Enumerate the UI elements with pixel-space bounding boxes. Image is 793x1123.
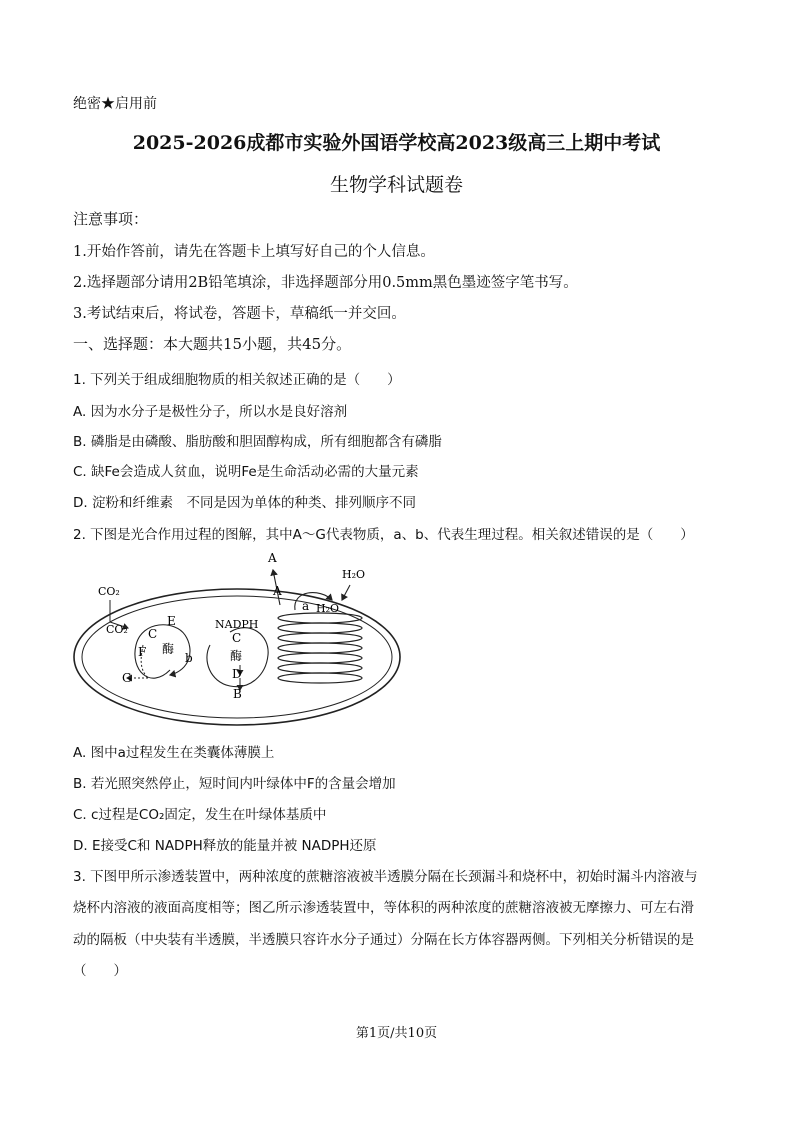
question-option: A. 图中a过程发生在类囊体薄膜上 xyxy=(73,745,275,761)
question-stem-cont: 动的隔板（中央装有半透膜，半透膜只容许水分子通过）分隔在长方体容器两侧。下列相关分析错误的是 xyxy=(73,932,694,948)
label-E: E xyxy=(167,614,176,628)
question-stem-cont: 烧杯内溶液的液面高度相等；图乙所示渗透装置中，等体积的两种浓度的蔗糖溶液被无摩擦力、可左右滑 xyxy=(73,900,694,916)
label-C-left: C xyxy=(148,627,158,641)
label-CO2-out: CO₂ xyxy=(98,585,120,598)
label-C-mid: C xyxy=(232,631,242,645)
label-A-top: A xyxy=(268,551,277,565)
label-CO2-in: CO₂ xyxy=(106,623,128,636)
question-option: D. 淀粉和纤维素 不同是因为单体的种类、排列顺序不同 xyxy=(73,495,416,511)
note-item: 3.考试结束后，将试卷，答题卡，草稿纸一并交回。 xyxy=(73,306,406,322)
question-stem: 3. 下图甲所示渗透装置中，两种浓度的蔗糖溶液被半透膜分隔在长颈漏斗和烧杯中，初始时漏斗内溶液与 xyxy=(73,869,698,885)
label-G: G xyxy=(122,671,132,685)
label-H2O-in: H₂O xyxy=(316,602,340,615)
note-item: 1.开始作答前，请先在答题卡上填写好自己的个人信息。 xyxy=(73,244,435,260)
question-stem: 1. 下列关于组成细胞物质的相关叙述正确的是（ ） xyxy=(73,372,401,388)
notes-heading: 注意事项： xyxy=(73,210,149,228)
note-item: 2.选择题部分请用2B铅笔填涂，非选择题部分用0.5mm黑色墨迹签字笔书写。 xyxy=(73,275,578,291)
label-enzyme-left: 酶 xyxy=(162,642,175,656)
label-D: D xyxy=(232,667,242,681)
label-H2O-top: H₂O xyxy=(342,568,366,581)
question-stem: 2. 下图是光合作用过程的图解，其中A～G代表物质，a、b、代表生理过程。相关叙述错误的是（ ） xyxy=(73,527,694,543)
label-b: b xyxy=(185,651,193,665)
question-option: B. 若光照突然停止，短时间内叶绿体中F的含量会增加 xyxy=(73,776,396,792)
question-option: C. c过程是CO₂固定，发生在叶绿体基质中 xyxy=(73,807,327,823)
question-option: B. 磷脂是由磷酸、脂肪酸和胆固醇构成，所有细胞都含有磷脂 xyxy=(73,434,442,450)
photosynthesis-diagram xyxy=(70,550,405,730)
question-stem-cont: （ ） xyxy=(73,963,127,979)
question-option: D. E接受C和 NADPH释放的能量并被 NADPH还原 xyxy=(73,838,377,854)
label-a: a xyxy=(302,599,310,613)
secret-label: 绝密★启用前 xyxy=(73,96,157,112)
question-option: C. 缺Fe会造成人贫血，说明Fe是生命活动必需的大量元素 xyxy=(73,464,419,480)
question-option: A. 因为水分子是极性分子，所以水是良好溶剂 xyxy=(73,404,348,420)
page-footer: 第1页/共10页 xyxy=(355,1026,438,1041)
label-B: B xyxy=(233,687,242,701)
label-enzyme-mid: 酶 xyxy=(230,649,243,663)
exam-title: 2025-2026成都市实验外国语学校高2023级高三上期中考试 xyxy=(132,132,661,154)
exam-subtitle: 生物学科试题卷 xyxy=(329,174,463,196)
section-heading: 一、选择题：本大题共15小题，共45分。 xyxy=(73,335,352,353)
label-F: F xyxy=(138,645,147,659)
label-A-mid: A xyxy=(273,584,282,598)
label-NADPH: NADPH xyxy=(215,618,259,631)
